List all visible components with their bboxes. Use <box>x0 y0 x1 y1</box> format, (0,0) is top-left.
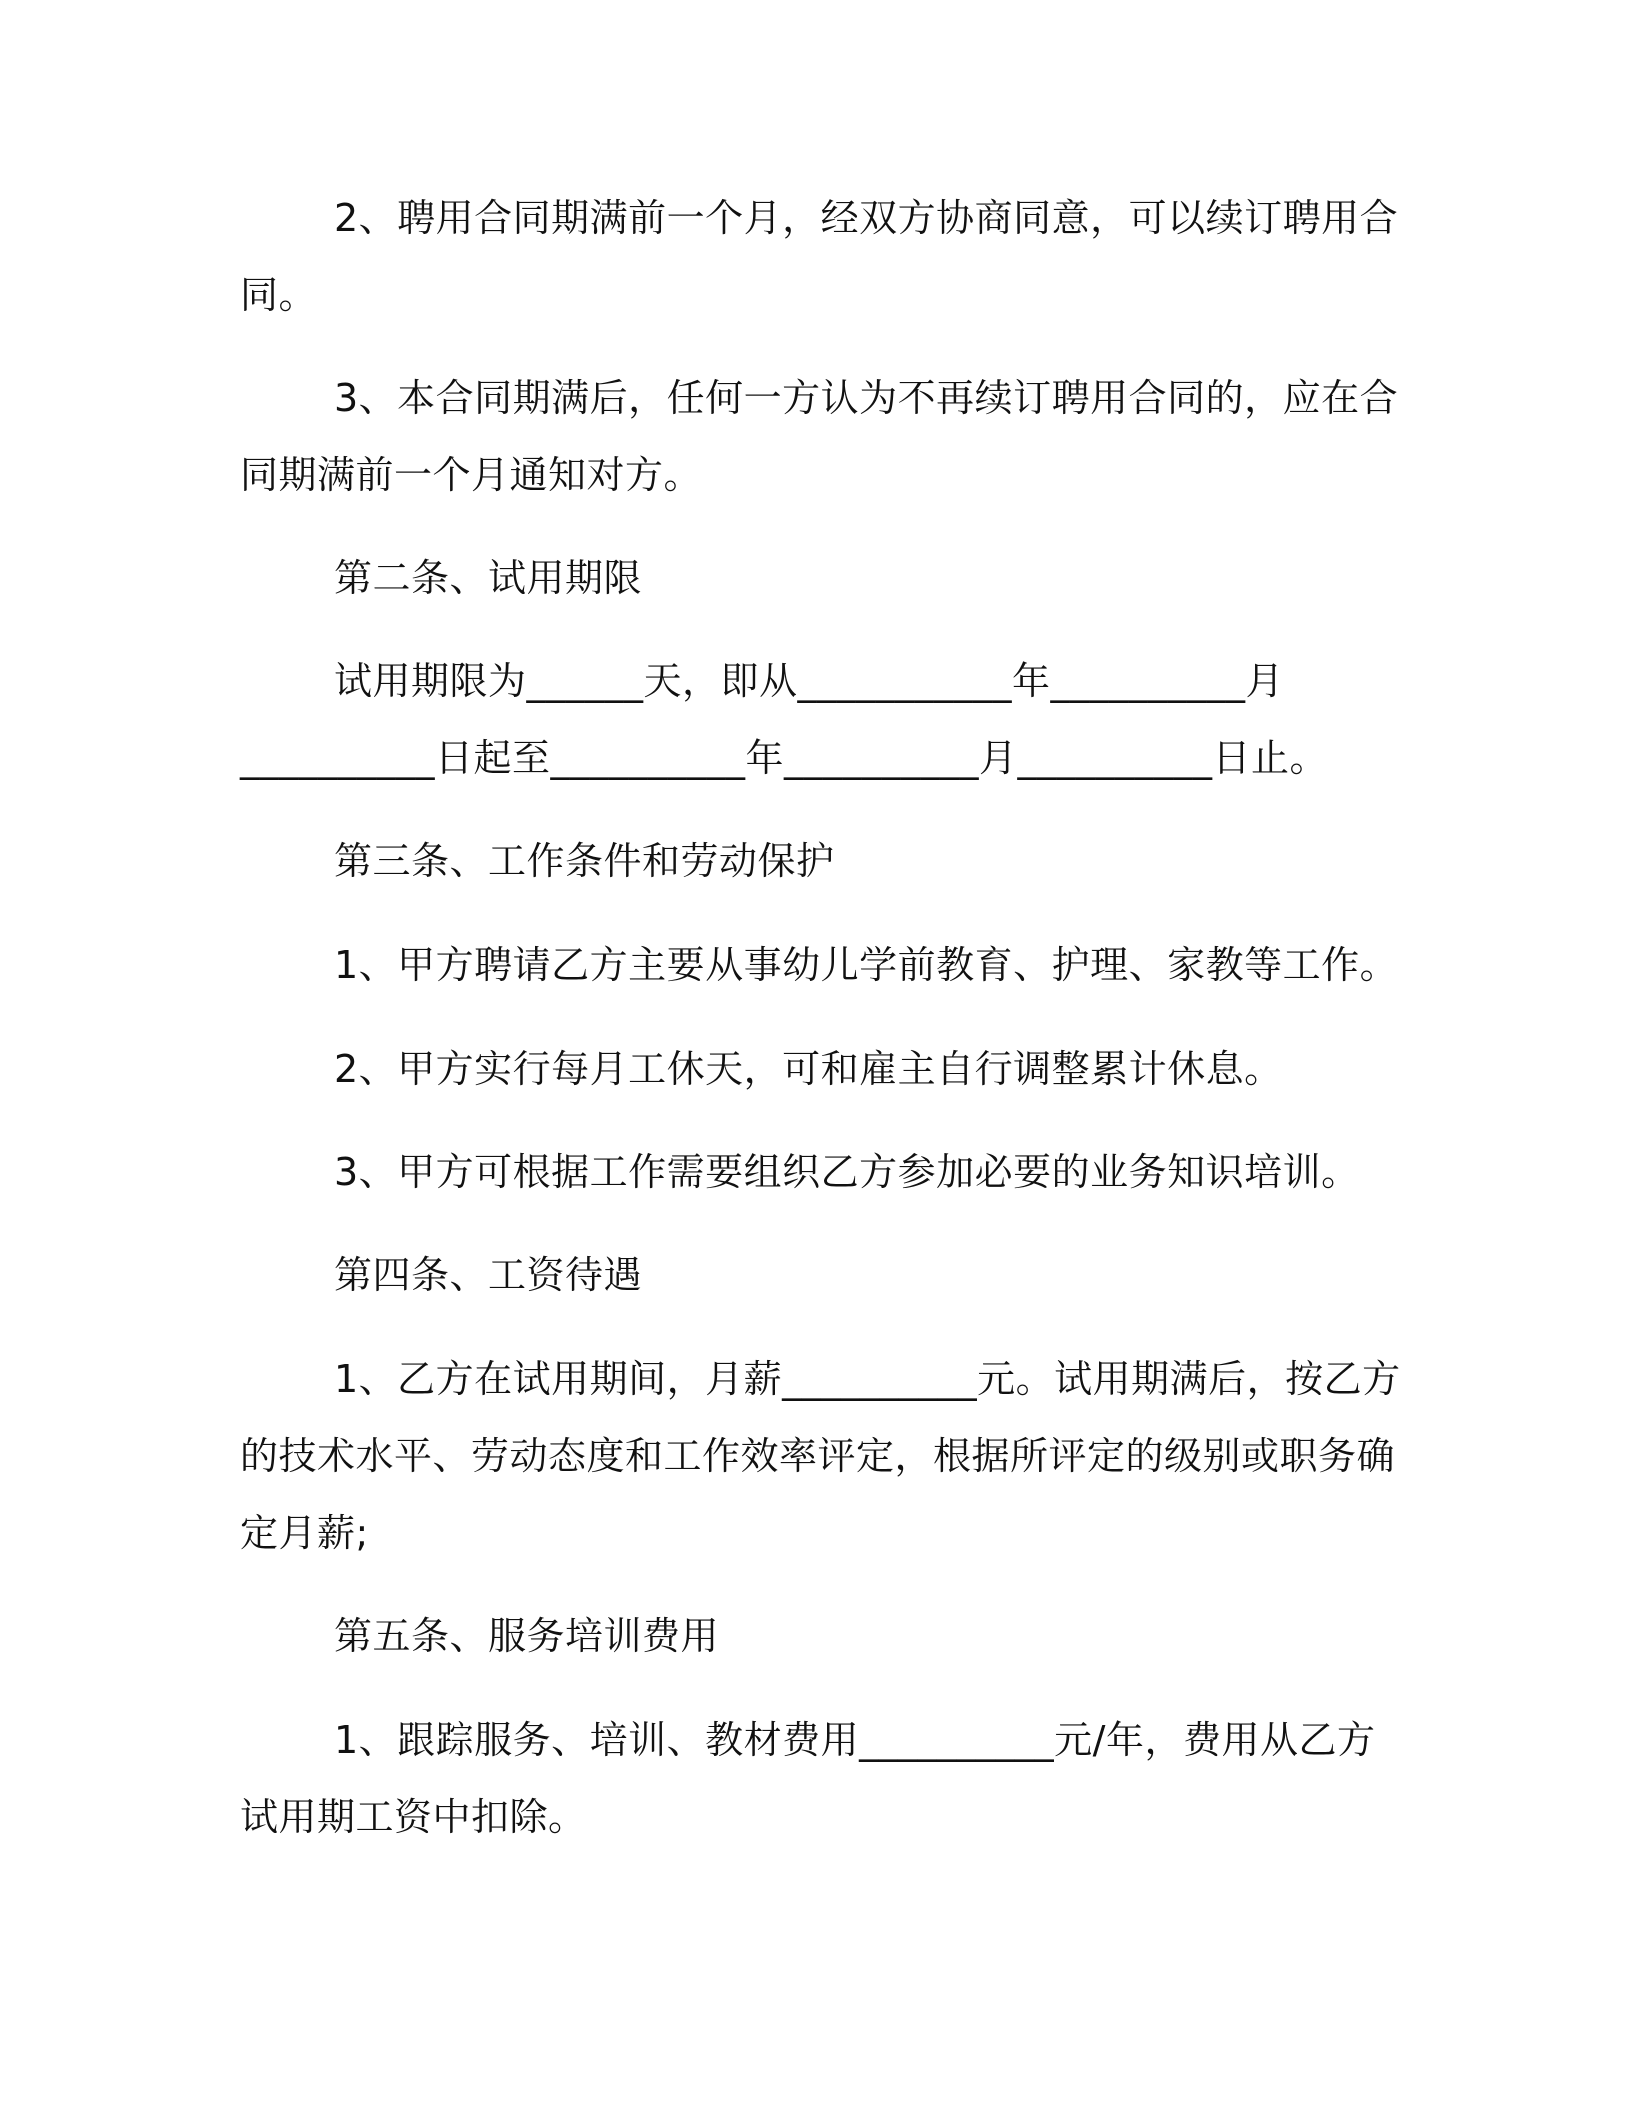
clause-3-expiry-line-2: 同期满前一个月通知对方。 <box>240 453 703 497</box>
probation-period-line-1: 试用期限为______天，即从___________年__________月 <box>334 659 1285 703</box>
probation-period-line-2: __________日起至__________年__________月__________日止。 <box>240 736 1329 780</box>
clause-3-expiry-line-1: 3、本合同期满后，任何一方认为不再续订聘用合同的，应在合 <box>334 376 1399 420</box>
salary-item-line-2: 的技术水平、劳动态度和工作效率评定，根据所评定的级别或职务确 <box>240 1434 1396 1478</box>
article-4-heading: 第四条、工资待遇 <box>334 1253 643 1297</box>
salary-item-line-3: 定月薪; <box>240 1511 369 1555</box>
article-3-heading: 第三条、工作条件和劳动保护 <box>334 839 835 883</box>
training-fee-line-1: 1、跟踪服务、培训、教材费用__________元/年，费用从乙方 <box>334 1718 1376 1762</box>
article-2-heading: 第二条、试用期限 <box>334 556 643 600</box>
work-duty-item-2: 2、甲方实行每月工休天，可和雇主自行调整累计休息。 <box>334 1047 1283 1091</box>
work-duty-item-3: 3、甲方可根据工作需要组织乙方参加必要的业务知识培训。 <box>334 1150 1360 1194</box>
clause-2-renewal-line-2: 同。 <box>240 273 318 317</box>
clause-2-renewal-line-1: 2、聘用合同期满前一个月，经双方协商同意，可以续订聘用合 <box>334 196 1399 240</box>
article-5-heading: 第五条、服务培训费用 <box>334 1614 720 1658</box>
salary-item-line-1: 1、乙方在试用期间，月薪__________元。试用期满后，按乙方 <box>334 1357 1401 1401</box>
training-fee-line-2: 试用期工资中扣除。 <box>240 1795 587 1839</box>
work-duty-item-1: 1、甲方聘请乙方主要从事幼儿学前教育、护理、家教等工作。 <box>334 943 1399 987</box>
